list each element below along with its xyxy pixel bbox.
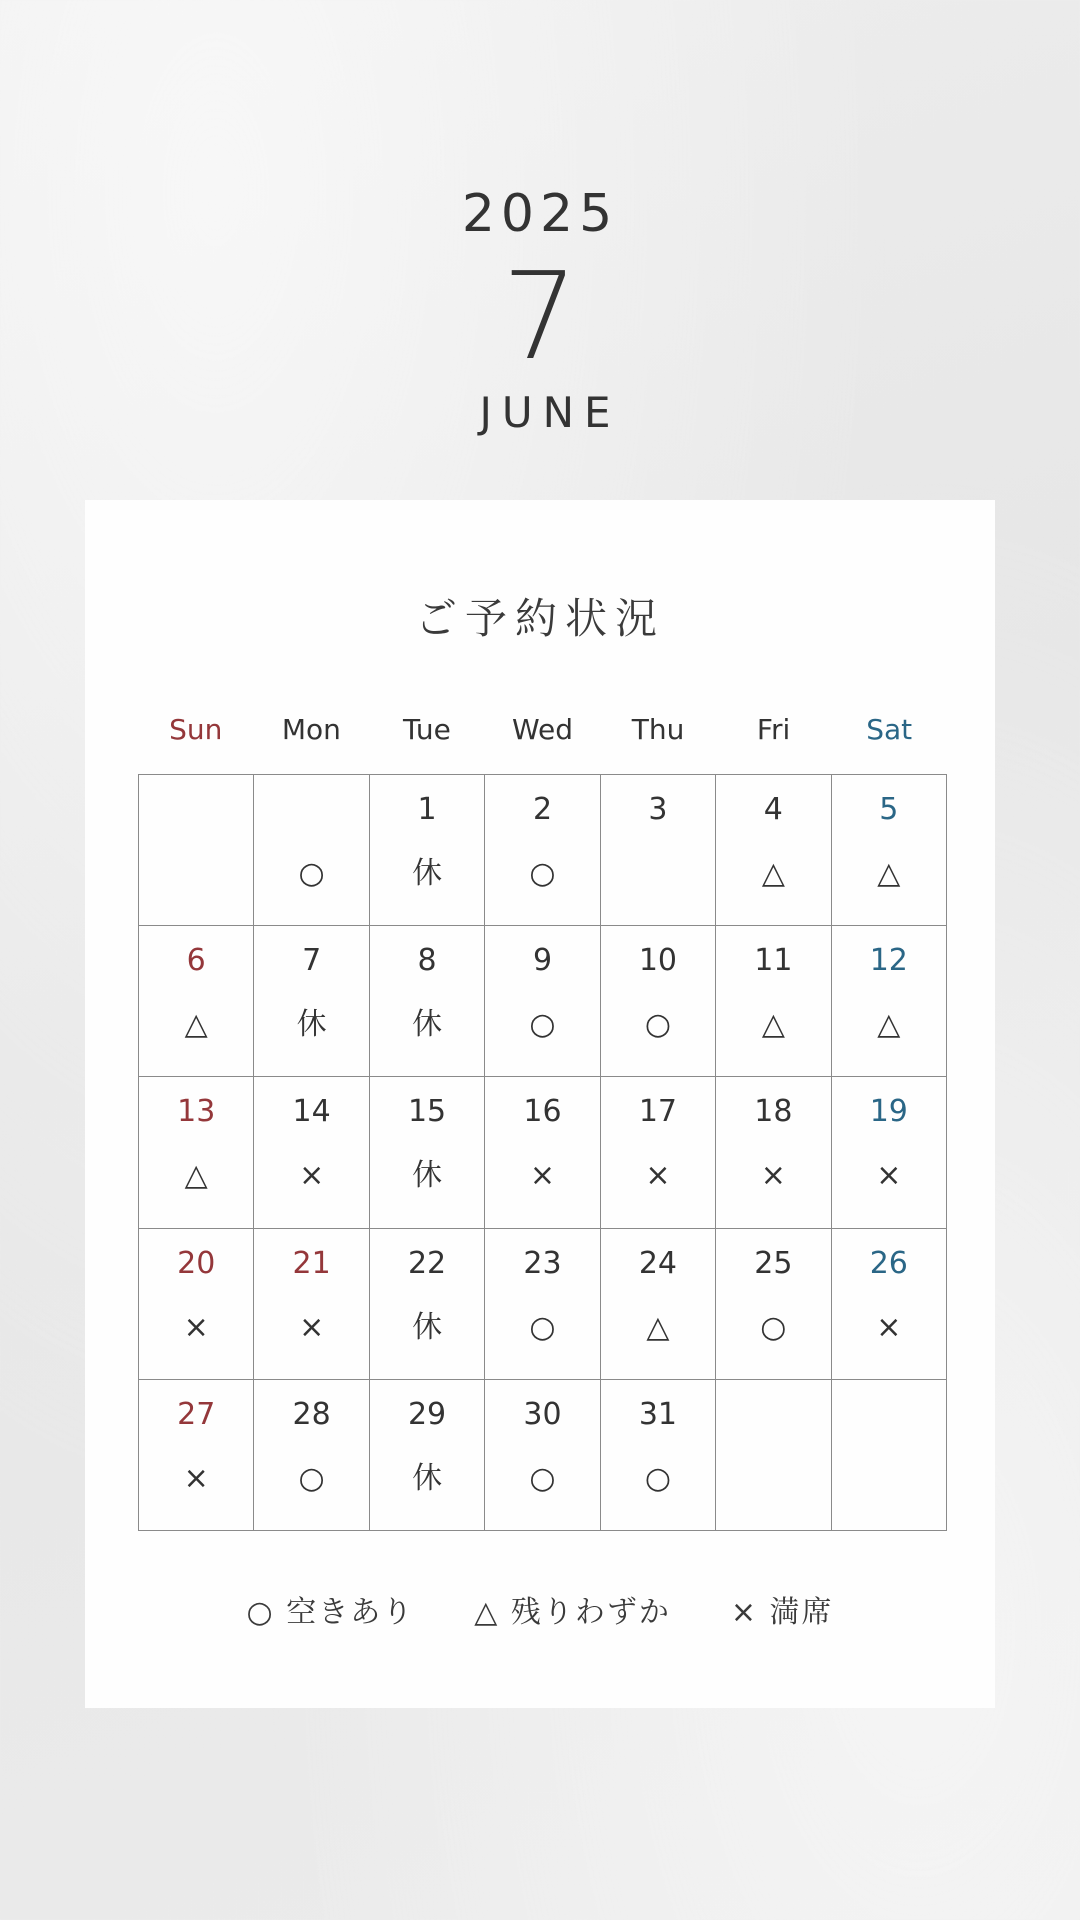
legend-item-available bbox=[246, 1595, 415, 1630]
calendar-cell bbox=[601, 1229, 716, 1380]
calendar-cell bbox=[832, 1229, 947, 1380]
calendar-cell bbox=[601, 1077, 716, 1228]
calendar-cell bbox=[139, 1229, 254, 1380]
availability-mark: 休 bbox=[412, 1007, 443, 1043]
day-number: 3 bbox=[648, 792, 668, 827]
weekday-thu: Thu bbox=[631, 713, 685, 746]
page-title: ご予約状況 bbox=[414, 594, 665, 643]
calendar-cell bbox=[370, 775, 485, 926]
availability-mark: ○ bbox=[298, 856, 325, 891]
day-number: 2 bbox=[532, 792, 553, 827]
availability-mark: × bbox=[876, 1309, 902, 1345]
day-number: 17 bbox=[638, 1094, 678, 1130]
calendar-cell bbox=[716, 926, 831, 1077]
calendar-cell bbox=[254, 775, 369, 926]
day-number: 5 bbox=[879, 792, 899, 827]
calendar-cell bbox=[254, 926, 369, 1077]
calendar-cell bbox=[370, 1229, 485, 1380]
day-number: 27 bbox=[177, 1396, 216, 1432]
legend-item-few-left bbox=[474, 1595, 671, 1630]
weekday-sun: Sun bbox=[169, 713, 223, 746]
availability-mark: × bbox=[183, 1309, 209, 1345]
legend-symbol-available: ○ bbox=[246, 1595, 275, 1630]
calendar-cell bbox=[139, 1077, 254, 1228]
day-number: 18 bbox=[754, 1094, 793, 1130]
availability-mark: ○ bbox=[529, 1309, 556, 1345]
calendar-cell bbox=[485, 1077, 600, 1228]
legend-label-full: 満席 bbox=[769, 1595, 834, 1630]
weekday-tue: Tue bbox=[402, 713, 451, 746]
day-number: 25 bbox=[754, 1245, 793, 1281]
day-number: 20 bbox=[177, 1245, 216, 1281]
availability-mark: △ bbox=[761, 856, 785, 891]
legend-item-full bbox=[730, 1595, 834, 1630]
availability-mark: × bbox=[529, 1158, 556, 1194]
calendar-cell bbox=[601, 1380, 716, 1531]
weekday-header-row bbox=[138, 713, 947, 746]
day-number: 28 bbox=[292, 1396, 331, 1432]
availability-mark: × bbox=[760, 1158, 786, 1194]
day-number: 10 bbox=[638, 943, 678, 979]
availability-mark: × bbox=[183, 1460, 209, 1496]
day-number: 21 bbox=[292, 1245, 331, 1281]
day-number: 15 bbox=[407, 1094, 447, 1130]
day-number: 30 bbox=[523, 1396, 562, 1432]
availability-mark: △ bbox=[646, 1309, 670, 1345]
availability-mark: ○ bbox=[644, 1007, 672, 1043]
weekday-mon: Mon bbox=[281, 713, 341, 746]
calendar-cell bbox=[370, 926, 485, 1077]
calendar-cell bbox=[139, 775, 254, 926]
day-number: 8 bbox=[417, 943, 437, 979]
day-number: 16 bbox=[523, 1094, 562, 1130]
calendar-grid bbox=[138, 774, 947, 1531]
day-number: 11 bbox=[754, 943, 793, 979]
calendar-cell bbox=[716, 775, 831, 926]
legend-label-available: 空きあり bbox=[286, 1595, 415, 1630]
availability-mark: △ bbox=[877, 1007, 901, 1043]
calendar-cell bbox=[716, 1229, 831, 1380]
day-number: 23 bbox=[523, 1245, 562, 1281]
calendar-cell bbox=[254, 1380, 369, 1531]
calendar-cell bbox=[832, 775, 947, 926]
day-number: 4 bbox=[763, 792, 783, 827]
day-number: 6 bbox=[186, 943, 206, 979]
availability-mark: ○ bbox=[529, 1007, 556, 1043]
calendar-cell bbox=[139, 1380, 254, 1531]
calendar-cell bbox=[716, 1077, 831, 1228]
month-name: JUNE bbox=[479, 388, 621, 437]
calendar-cell bbox=[832, 926, 947, 1077]
weekday-sat: Sat bbox=[866, 713, 913, 746]
availability-mark: ○ bbox=[298, 1460, 325, 1496]
legend bbox=[0, 1595, 1080, 1630]
day-number: 1 bbox=[417, 792, 437, 827]
day-number: 29 bbox=[407, 1396, 447, 1432]
availability-mark: △ bbox=[184, 1007, 208, 1043]
legend-symbol-few-left: △ bbox=[474, 1595, 500, 1630]
day-number: 31 bbox=[638, 1396, 678, 1432]
month-number: 7 bbox=[501, 248, 579, 387]
calendar-cell bbox=[370, 1380, 485, 1531]
availability-mark: △ bbox=[184, 1158, 208, 1194]
day-number: 12 bbox=[869, 943, 908, 979]
availability-mark: × bbox=[876, 1158, 902, 1194]
availability-mark: ○ bbox=[529, 856, 556, 891]
calendar-cell bbox=[601, 926, 716, 1077]
availability-mark: × bbox=[645, 1158, 671, 1194]
calendar-cell bbox=[485, 1380, 600, 1531]
availability-mark: ○ bbox=[529, 1460, 556, 1496]
availability-mark: ○ bbox=[760, 1309, 787, 1345]
day-number: 9 bbox=[532, 943, 553, 979]
calendar-cell bbox=[139, 926, 254, 1077]
calendar-cell bbox=[601, 775, 716, 926]
availability-mark: 休 bbox=[412, 1158, 443, 1194]
weekday-fri: Fri bbox=[756, 713, 791, 746]
day-number: 13 bbox=[177, 1094, 216, 1130]
availability-mark: × bbox=[299, 1158, 325, 1194]
availability-mark: ○ bbox=[644, 1460, 672, 1496]
availability-mark: 休 bbox=[412, 856, 443, 891]
calendar-cell bbox=[254, 1229, 369, 1380]
calendar-cell bbox=[832, 1380, 947, 1531]
availability-mark: 休 bbox=[296, 1007, 327, 1043]
calendar-cell bbox=[485, 926, 600, 1077]
availability-mark: 休 bbox=[412, 1309, 443, 1345]
availability-mark: × bbox=[299, 1309, 325, 1345]
day-number: 26 bbox=[869, 1245, 908, 1281]
year-label: 2025 bbox=[461, 184, 619, 244]
calendar-cell bbox=[485, 1229, 600, 1380]
day-number: 22 bbox=[407, 1245, 447, 1281]
day-number: 14 bbox=[292, 1094, 331, 1130]
day-number: 7 bbox=[302, 943, 322, 979]
legend-label-few-left: 残りわずか bbox=[510, 1595, 671, 1630]
weekday-wed: Wed bbox=[511, 713, 573, 746]
calendar-cell bbox=[832, 1077, 947, 1228]
availability-mark: 休 bbox=[412, 1460, 443, 1496]
day-number: 19 bbox=[869, 1094, 908, 1130]
calendar-cell bbox=[254, 1077, 369, 1228]
legend-symbol-full: × bbox=[730, 1595, 758, 1630]
calendar-cell bbox=[485, 775, 600, 926]
day-number: 24 bbox=[638, 1245, 678, 1281]
availability-mark: △ bbox=[761, 1007, 785, 1043]
calendar-cell bbox=[716, 1380, 831, 1531]
availability-mark: △ bbox=[877, 856, 901, 891]
calendar-cell bbox=[370, 1077, 485, 1228]
